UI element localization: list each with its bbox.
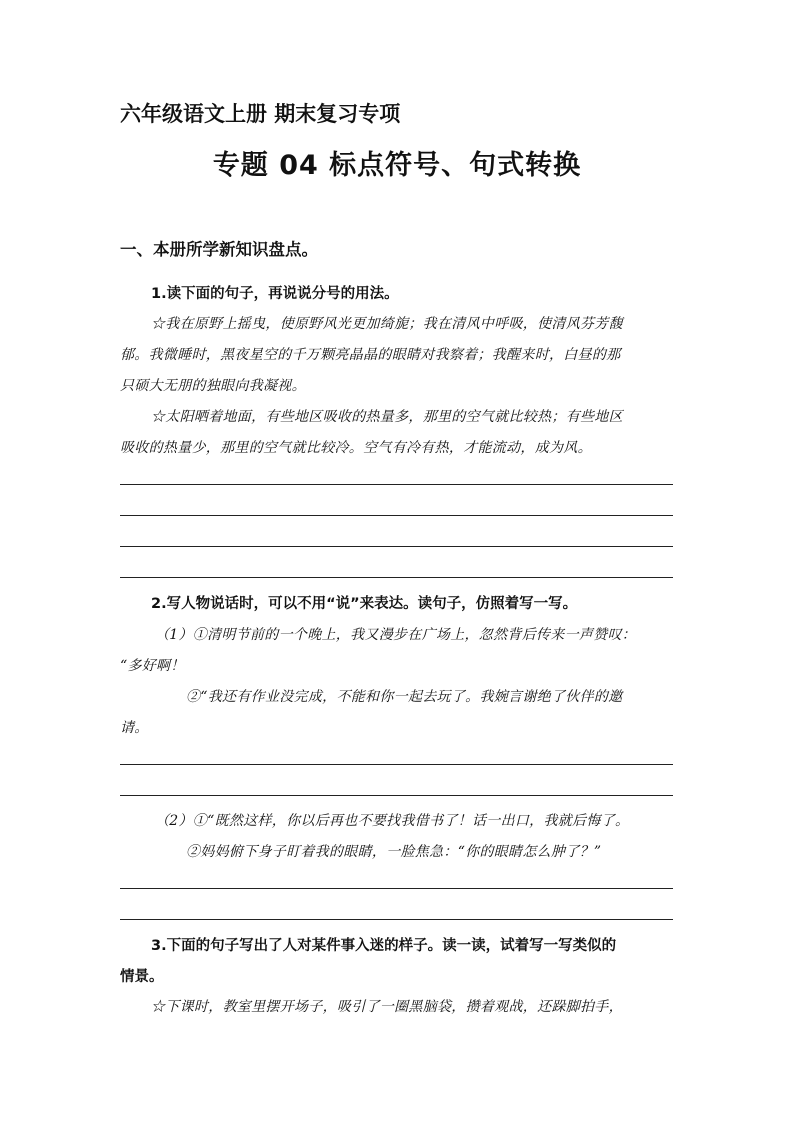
answer-line[interactable] [120,484,673,485]
answer-line[interactable] [120,577,673,578]
section-heading: 一、本册所学新知识盘点。 [120,240,318,259]
answer-line[interactable] [120,919,673,920]
q2-part-1-a-line-2: “多好啊！ [120,658,185,674]
q1-paragraph-2-line-1: ☆太阳晒着地面，有些地区吸收的热量多，那里的空气就比较热；有些地区 [151,409,623,425]
answer-line[interactable] [120,888,673,889]
q3-paragraph-1: ☆下课时，教室里摆开场子，吸引了一圈黑脑袋，攒着观战，还跺脚拍手， [151,999,623,1015]
q2-part-2-b: ②妈妈俯下身子盯着我的眼睛，一脸焦急：“你的眼睛怎么肿了？” [186,844,602,860]
question-1-prompt: 1.读下面的句子，再说说分号的用法。 [151,286,399,302]
question-3-prompt-line-1: 3.下面的句子写出了人对某件事入迷的样子。读一读，试着写一写类似的 [151,938,617,954]
q1-paragraph-2-line-2: 吸收的热量少，那里的空气就比较冷。空气有冷有热，才能流动，成为风。 [120,440,592,456]
document-subtitle: 六年级语文上册 期末复习专项 [120,102,401,126]
q1-paragraph-1-line-1: ☆我在原野上摇曳，使原野风光更加绮旎；我在清风中呼吸，使清风芬芳馥 [151,316,623,332]
question-2-prompt: 2.写人物说话时，可以不用“说”来表达。读句子，仿照着写一写。 [151,596,578,612]
q2-part-2-a: （2）①“既然这样，你以后再也不要找我借书了！话一出口，我就后悔了。 [155,813,630,829]
answer-line[interactable] [120,546,673,547]
document-title: 专题 04 标点符号、句式转换 [212,150,582,181]
answer-line[interactable] [120,764,673,765]
q2-part-1-a-line-1: （1）①清明节前的一个晚上，我又漫步在广场上，忽然背后传来一声赞叹： [155,627,637,643]
answer-line[interactable] [120,515,673,516]
q1-paragraph-1-line-3: 只硕大无朋的独眼向我凝视。 [120,378,306,394]
q2-part-1-b-line-2: 请。 [120,720,149,736]
q1-paragraph-1-line-2: 郁。我微睡时，黑夜星空的千万颗亮晶晶的眼睛对我察着；我醒来时，白昼的那 [120,347,621,363]
answer-line[interactable] [120,795,673,796]
question-3-prompt-line-2: 情景。 [120,969,164,985]
q2-part-1-b-line-1: ②“我还有作业没完成，不能和你一起去玩了。我婉言谢绝了伙伴的邀 [186,689,623,705]
